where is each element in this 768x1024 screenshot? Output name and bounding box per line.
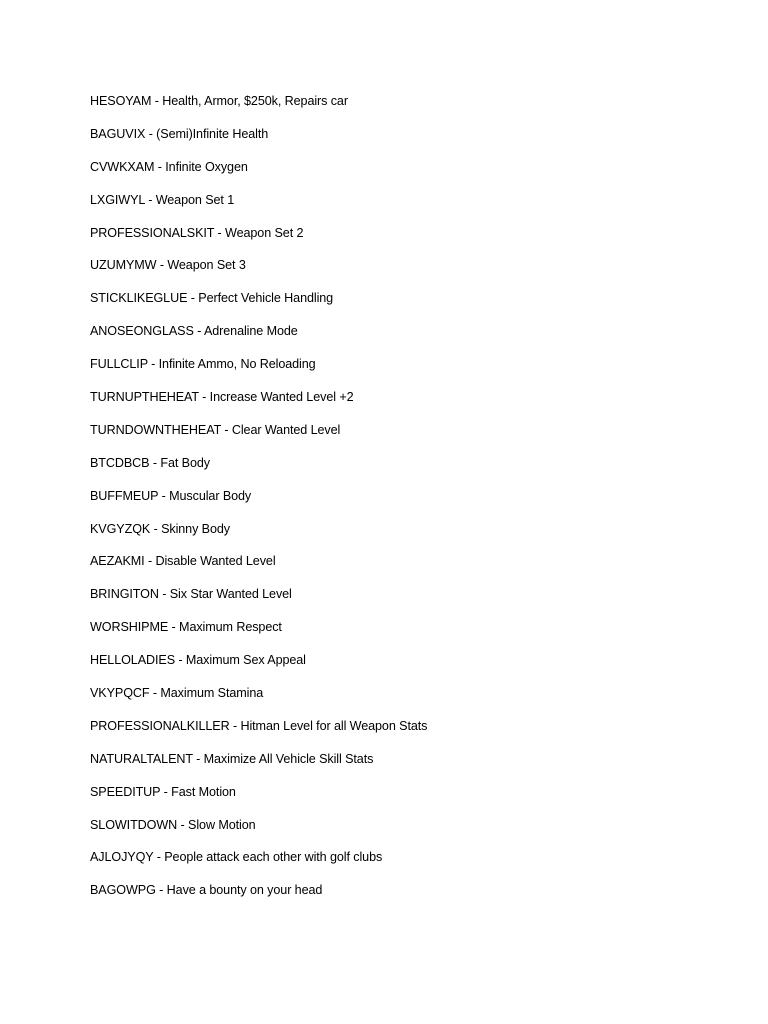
cheat-line: BUFFMEUP - Muscular Body bbox=[90, 488, 252, 503]
cheat-line: TURNDOWNTHEHEAT - Clear Wanted Level bbox=[90, 422, 341, 437]
cheat-code-list bbox=[90, 93, 427, 915]
cheat-line: AEZAKMI - Disable Wanted Level bbox=[90, 554, 276, 569]
cheat-line: NATURALTALENT - Maximize All Vehicle Skill Stats bbox=[90, 751, 374, 766]
cheat-line: BAGOWPG - Have a bounty on your head bbox=[90, 883, 323, 898]
cheat-line: LXGIWYL - Weapon Set 1 bbox=[90, 192, 235, 207]
cheat-line: BRINGITON - Six Star Wanted Level bbox=[90, 587, 292, 602]
cheat-line: CVWKXAM - Infinite Oxygen bbox=[90, 159, 248, 174]
cheat-line: UZUMYMW - Weapon Set 3 bbox=[90, 258, 246, 273]
cheat-line: PROFESSIONALSKIT - Weapon Set 2 bbox=[90, 225, 304, 240]
cheat-line: HESOYAM - Health, Armor, $250k, Repairs car bbox=[90, 94, 348, 108]
cheat-line: ANOSEONGLASS - Adrenaline Mode bbox=[90, 324, 298, 339]
cheat-line: VKYPQCF - Maximum Stamina bbox=[90, 686, 264, 701]
cheat-line: STICKLIKEGLUE - Perfect Vehicle Handling bbox=[90, 291, 334, 306]
cheat-line: BAGUVIX - (Semi)Infinite Health bbox=[90, 126, 269, 141]
cheat-line: PROFESSIONALKILLER - Hitman Level for all Weapon Stats bbox=[90, 718, 428, 733]
cheat-line: BTCDBCB - Fat Body bbox=[90, 455, 210, 470]
cheat-line: SLOWITDOWN - Slow Motion bbox=[90, 817, 256, 832]
cheat-line: TURNUPTHEHEAT - Increase Wanted Level +2 bbox=[90, 390, 354, 405]
cheat-line: KVGYZQK - Skinny Body bbox=[90, 521, 230, 536]
cheat-line: AJLOJYQY - People attack each other with golf clubs bbox=[90, 850, 383, 865]
cheat-line: HELLOLADIES - Maximum Sex Appeal bbox=[90, 653, 306, 668]
cheat-line: WORSHIPME - Maximum Respect bbox=[90, 620, 282, 635]
cheat-line: SPEEDITUP - Fast Motion bbox=[90, 784, 236, 799]
cheat-line: FULLCLIP - Infinite Ammo, No Reloading bbox=[90, 357, 316, 372]
